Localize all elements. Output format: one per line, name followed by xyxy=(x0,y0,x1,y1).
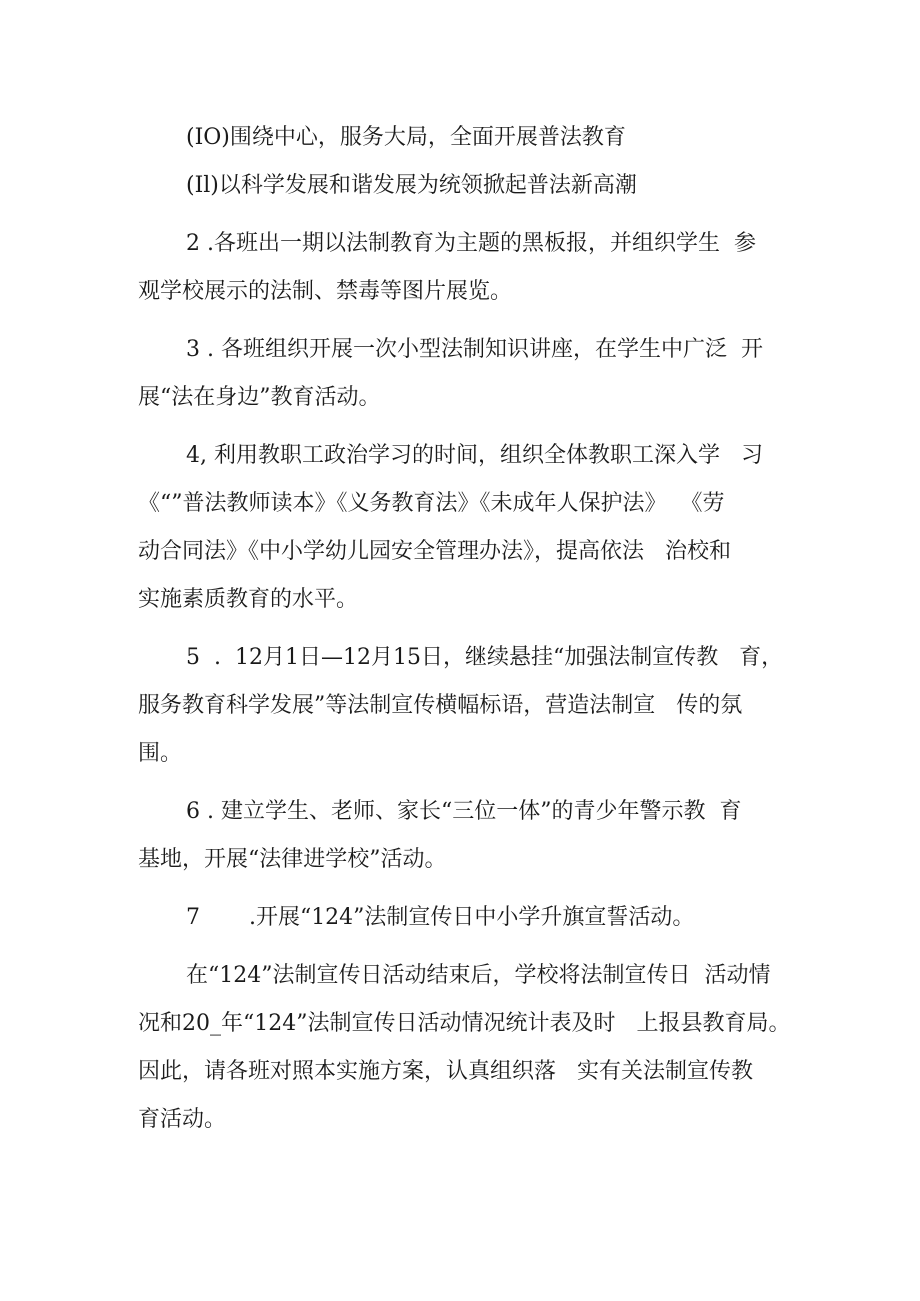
item-7-line-1: 7 .开展“124”法制宣传日中小学升旗宣誓活动。 xyxy=(186,905,695,930)
item-2-line-2: 观学校展示的法制、禁毒等图片展览。 xyxy=(138,279,513,304)
item-4-line-3: 动合同法》《中小学幼儿园安全管理办法》，提高依法 治校和 xyxy=(138,539,731,564)
item-3-line-2: 展“法在身边”教育活动。 xyxy=(138,385,381,410)
closing-line-2: 况和20_年“124”法制宣传日活动情况统计表及时 上报县教育局。 xyxy=(138,1011,791,1036)
closing-line-4: 育活动。 xyxy=(138,1107,227,1132)
item-5-line-1: 5 . 12月1日—12月15日，继续悬挂“加强法制宣传教 育， xyxy=(186,645,784,670)
item-5-line-2: 服务教育科学发展”等法制宣传横幅标语，营造法制宣 传的氛 xyxy=(138,693,743,718)
document-body xyxy=(138,114,798,1144)
item-4-line-2: 《“”普法教师读本》《义务教育法》《未成年人保护法》 《劳 xyxy=(138,491,725,516)
item-6-line-1: 6 . 建立学生、老师、家长“三位一体”的青少年警示教 育 xyxy=(186,799,742,824)
item-3-line-1: 3 . 各班组织开展一次小型法制知识讲座，在学生中广泛 开 xyxy=(186,337,763,362)
item-5-line-3: 围。 xyxy=(138,741,183,766)
closing-line-3: 因此，请各班对照本实施方案，认真组织落 实有关法制宣传教 xyxy=(138,1059,753,1084)
heading-line-10: (IO)围绕中心，服务大局，全面开展普法教育 xyxy=(186,125,626,150)
item-6-line-2: 基地，开展“法律进学校”活动。 xyxy=(138,847,447,872)
closing-line-1: 在“124”法制宣传日活动结束后，学校将法制宣传日 活动情 xyxy=(186,963,771,988)
item-4-line-4: 实施素质教育的水平。 xyxy=(138,587,359,612)
heading-line-11: (Il)以科学发展和谐发展为统领掀起普法新高潮 xyxy=(186,173,637,198)
item-4-line-1: 4, 利用教职工政治学习的时间，组织全体教职工深入学 习 xyxy=(186,443,763,468)
item-2-line-1: 2 .各班出一期以法制教育为主题的黑板报，并组织学生 参 xyxy=(186,231,756,256)
